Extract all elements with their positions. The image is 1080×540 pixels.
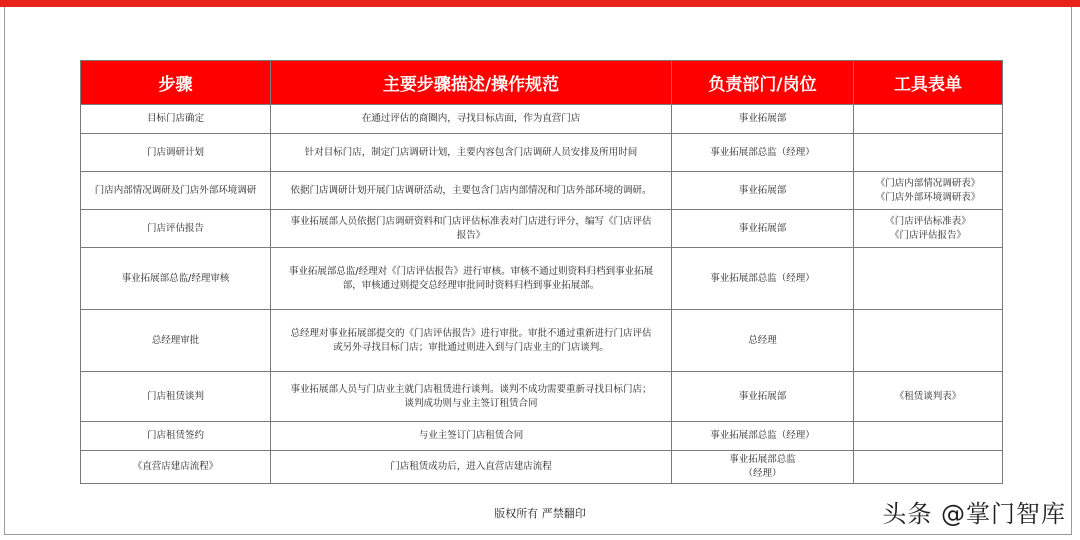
description-cell: 针对目标门店，制定门店调研计划，主要内容包含门店调研人员安排及所用时间	[271, 134, 672, 172]
table-row	[81, 451, 1003, 484]
department-cell: 事业拓展部	[672, 210, 854, 248]
step-cell: 总经理审批	[81, 310, 271, 372]
department-cell: 总经理	[672, 310, 854, 372]
tool-cell: 《门店内部情况调研表》 《门店外部环境调研表》	[854, 172, 1003, 210]
table-row	[81, 105, 1003, 134]
tool-cell: 《门店评估标准表》 《门店评估报告》	[854, 210, 1003, 248]
tool-cell	[854, 422, 1003, 451]
table-row	[81, 134, 1003, 172]
top-accent-bar	[0, 0, 1080, 7]
table-row	[81, 172, 1003, 210]
description-cell: 在通过评估的商圈内，寻找目标店面，作为直营门店	[271, 105, 672, 134]
tool-cell	[854, 134, 1003, 172]
table-row	[81, 248, 1003, 310]
copyright-note: 版权所有 严禁翻印	[494, 507, 586, 520]
step-cell: 门店调研计划	[81, 134, 271, 172]
description-cell: 门店租赁成功后，进入直营店建店流程	[271, 451, 672, 484]
process-table	[80, 60, 1003, 484]
description-cell: 事业拓展部人员依据门店调研资料和门店评估标准表对门店进行评分，编写《门店评估 报告》	[271, 210, 672, 248]
tool-cell	[854, 310, 1003, 372]
step-cell: 门店租赁签约	[81, 422, 271, 451]
description-cell: 事业拓展部总监/经理对《门店评估报告》进行审核。审核不通过则资料归档到事业拓展 部，审核通过则提交总经理审批同时资料归档到事业拓展部。	[271, 248, 672, 310]
tool-cell	[854, 248, 1003, 310]
header-step: 步骤	[81, 61, 271, 105]
description-cell: 与业主签订门店租赁合同	[271, 422, 672, 451]
step-cell: 门店评估报告	[81, 210, 271, 248]
step-cell: 目标门店确定	[81, 105, 271, 134]
table-row	[81, 310, 1003, 372]
department-cell: 事业拓展部	[672, 172, 854, 210]
step-cell: 事业拓展部总监/经理审核	[81, 248, 271, 310]
department-cell: 事业拓展部	[672, 105, 854, 134]
step-cell: 《直营店建店流程》	[81, 451, 271, 484]
department-cell: 事业拓展部总监 （经理）	[672, 451, 854, 484]
description-cell: 事业拓展部人员与门店业主就门店租赁进行谈判。谈判不成功需要重新寻找目标门店； 谈判成功则与业主签订租赁合同	[271, 372, 672, 422]
header-row	[81, 61, 1003, 105]
department-cell: 事业拓展部总监（经理）	[672, 134, 854, 172]
header-description: 主要步骤描述/操作规范	[271, 61, 672, 105]
tool-cell: 《租赁谈判表》	[854, 372, 1003, 422]
header-department: 负责部门/岗位	[672, 61, 854, 105]
tool-cell	[854, 105, 1003, 134]
header-tools: 工具表单	[854, 61, 1003, 105]
source-watermark: 头条 @掌门智库	[882, 500, 1066, 528]
step-cell: 门店内部情况调研及门店外部环境调研	[81, 172, 271, 210]
table-row	[81, 422, 1003, 451]
department-cell: 事业拓展部总监（经理）	[672, 248, 854, 310]
description-cell: 依据门店调研计划开展门店调研活动，主要包含门店内部情况和门店外部环境的调研。	[271, 172, 672, 210]
department-cell: 事业拓展部	[672, 372, 854, 422]
step-cell: 门店租赁谈判	[81, 372, 271, 422]
description-cell: 总经理对事业拓展部提交的《门店评估报告》进行审批。审批不通过重新进行门店评估 或另外寻找目标门店；审批通过则进入到与门店业主的门店谈判。	[271, 310, 672, 372]
table-row	[81, 210, 1003, 248]
tool-cell	[854, 451, 1003, 484]
table-row	[81, 372, 1003, 422]
department-cell: 事业拓展部总监（经理）	[672, 422, 854, 451]
